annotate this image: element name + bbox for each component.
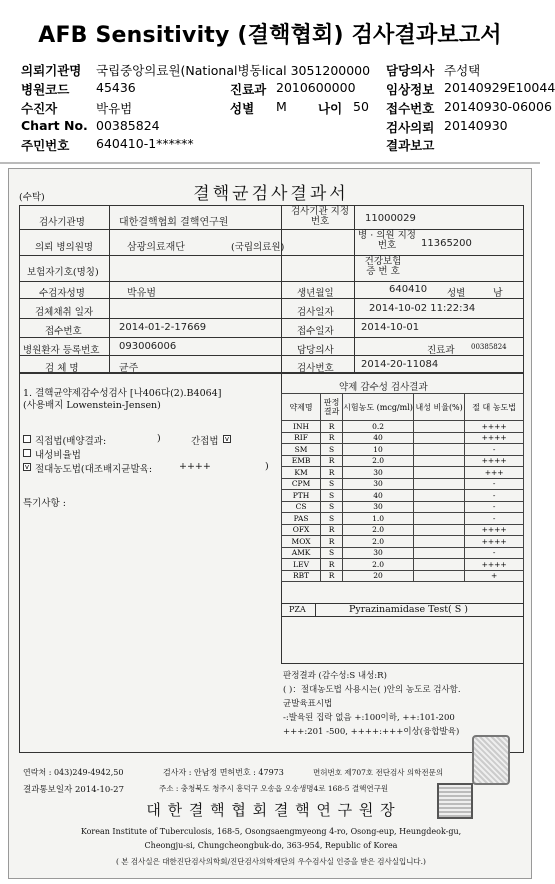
- inst-value: 대한결핵협회 결핵연구원: [119, 217, 229, 228]
- dob-label: 생년월일: [297, 288, 334, 299]
- antibiogram-cell: [413, 478, 464, 490]
- antibiogram-cell: -: [465, 513, 524, 525]
- patient-label: 수검자성명: [39, 288, 85, 299]
- antibiogram-cell: 20: [343, 570, 414, 582]
- antibiogram-cell: MOX: [282, 536, 321, 548]
- antibiogram-cell: R: [321, 524, 343, 536]
- label-age: 나이: [318, 101, 343, 116]
- antibiogram-cell: +++: [465, 467, 524, 479]
- pza-value: Pyrazinamidase Test( S ): [349, 604, 468, 615]
- antibiogram-cell: 0.2: [343, 421, 414, 433]
- inst-no-label: 검사기관 지정번호: [290, 206, 350, 227]
- header-separator: [0, 162, 540, 164]
- dept-label: 진료과: [427, 345, 455, 356]
- antibiogram-cell: S: [321, 501, 343, 513]
- antibiogram-cell: ++++: [465, 536, 524, 548]
- antibiogram-header-4: 절 대 농도법: [465, 394, 524, 421]
- sex-value: 남: [493, 288, 503, 299]
- direct-method-close: ): [157, 433, 161, 444]
- indirect-method-checkbox: v: [224, 435, 230, 443]
- reg-no-value: 093006006: [119, 341, 177, 352]
- antibiogram-cell: 10: [343, 444, 414, 456]
- antibiogram-cell: [413, 432, 464, 444]
- antibiogram-row: [282, 547, 524, 559]
- collection-date-label: 검체채취 일자: [35, 307, 94, 318]
- antibiogram-cell: CS: [282, 501, 321, 513]
- antibiogram-row: [282, 455, 524, 467]
- legend-line-4: -:발육된 집락 없음 +:100이하, ++:101-200: [283, 713, 455, 723]
- antibiogram-row: [282, 559, 524, 571]
- legend-line-1: 판정결과 (감수성:S 내성:R): [283, 671, 387, 681]
- antibiogram-cell: OFX: [282, 524, 321, 536]
- value-accession: 20140930-06006: [444, 99, 552, 114]
- antibiogram-cell: S: [321, 547, 343, 559]
- label-sex: 성별: [230, 101, 255, 116]
- antibiogram-cell: -: [465, 478, 524, 490]
- antibiogram-cell: ++++: [465, 559, 524, 571]
- antibiogram-cell: +: [465, 570, 524, 582]
- pza-label: PZA: [289, 605, 306, 614]
- sex-label: 성별: [447, 288, 466, 299]
- certification-seal-icon: [472, 735, 510, 785]
- antibiogram-cell: 30: [343, 501, 414, 513]
- antibiogram-cell: [413, 501, 464, 513]
- antibiogram-cell: R: [321, 559, 343, 571]
- receipt-no-label: 접수번호: [45, 326, 82, 337]
- antibiogram-row: [282, 490, 524, 502]
- antibiogram-cell: -: [465, 490, 524, 502]
- antibiogram-header-2: 시험농도 (mcg/ml): [343, 394, 414, 421]
- antibiogram-cell: PTH: [282, 490, 321, 502]
- antibiogram-cell: [413, 559, 464, 571]
- receipt-no-value: 2014-01-2-17669: [119, 322, 207, 333]
- footer-tel: 연락처 : 043)249-4942,50: [23, 768, 124, 777]
- value-physician: 주성택: [444, 63, 481, 78]
- antibiogram-title: 약제 감수성 검사결과: [339, 382, 428, 393]
- inst-label: 검사기관명: [39, 217, 85, 228]
- insurer-label: 보험자기호(명칭): [27, 267, 99, 278]
- hosp-value: 삼광의료재단: [127, 242, 185, 253]
- label-requesting-institution: 의뢰기관명: [21, 63, 82, 78]
- value-sex: M: [276, 99, 287, 114]
- label-request-date: 검사의뢰: [386, 120, 435, 135]
- value-requesting-institution: 국립중앙의료원(National병동lical 3051200000: [96, 63, 371, 78]
- antibiogram-row: [282, 524, 524, 536]
- report-header: [0, 0, 555, 162]
- antibiogram-row: [282, 432, 524, 444]
- scanned-report: [8, 168, 532, 879]
- antibiogram-cell: R: [321, 536, 343, 548]
- antibiogram-cell: 40: [343, 432, 414, 444]
- antibiogram-cell: -: [465, 501, 524, 513]
- antibiogram-cell: [413, 513, 464, 525]
- label-accession: 접수번호: [386, 101, 435, 116]
- antibiogram-header-0: 약제명: [282, 394, 321, 421]
- antibiogram-row: [282, 467, 524, 479]
- patient-value: 박유범: [127, 288, 156, 299]
- receipt-label: (수탁): [19, 192, 45, 203]
- test-no-value: 2014-20-11084: [361, 359, 439, 370]
- antibiogram-cell: R: [321, 570, 343, 582]
- specimen-label: 검 체 명: [45, 363, 79, 374]
- antibiogram-row: [282, 421, 524, 433]
- antibiogram-cell: [413, 524, 464, 536]
- antibiogram-cell: 30: [343, 478, 414, 490]
- label-physician: 담당의사: [386, 63, 435, 78]
- value-chart-no: 00385824: [96, 118, 160, 133]
- antibiogram-cell: [413, 421, 464, 433]
- value-request-date: 20140930: [444, 118, 508, 133]
- receipt-date-value: 2014-10-01: [361, 322, 420, 333]
- antibiogram-cell: -: [465, 547, 524, 559]
- antibiogram-cell: ++++: [465, 455, 524, 467]
- dob-value: 640410: [389, 284, 428, 295]
- antibiogram-cell: INH: [282, 421, 321, 433]
- antibiogram-cell: 2.0: [343, 559, 414, 571]
- insurance-no-label: 건강보험 증 번 호: [364, 256, 402, 277]
- hosp-sub: (국립의료원): [231, 242, 285, 253]
- report-title: AFB Sensitivity (결핵협회) 검사결과보고서: [38, 23, 502, 48]
- absolute-method-close: ): [265, 461, 269, 472]
- footer-notice: ( 본 검사실은 대한진단검사의학회/진단검사의학재단의 우수검사실 인증을 받은 검사실입니다.): [115, 857, 426, 866]
- antibiogram-cell: CPM: [282, 478, 321, 490]
- antibiogram-cell: 30: [343, 467, 414, 479]
- antibiogram-cell: ++++: [465, 524, 524, 536]
- label-hospital-code: 병원코드: [21, 82, 70, 97]
- antibiogram-cell: R: [321, 432, 343, 444]
- inst-no-value: 11000029: [365, 213, 416, 224]
- antibiogram-cell: [413, 455, 464, 467]
- antibiogram-row: [282, 536, 524, 548]
- antibiogram-row: [282, 570, 524, 582]
- label-report: 결과보고: [386, 138, 435, 153]
- footer-organization: 대 한 결 핵 협 회 결 핵 연 구 원 장: [146, 801, 396, 819]
- legend-line-2: ( )：절대농도법 사용시는( )안의 농도로 검사함.: [283, 685, 461, 695]
- label-clinical-info: 임상정보: [386, 82, 435, 97]
- antibiogram-cell: [413, 467, 464, 479]
- label-patient: 수진자: [21, 101, 58, 116]
- antibiogram-cell: 2.0: [343, 524, 414, 536]
- absolute-method-value: ++++: [179, 461, 211, 472]
- ratio-method-label: 내성비율법: [35, 450, 81, 461]
- absolute-method-label: 절대농도법(대조배지균발육:: [35, 464, 153, 475]
- antibiogram-row: [282, 513, 524, 525]
- antibiogram-cell: 30: [343, 547, 414, 559]
- antibiogram-cell: RIF: [282, 432, 321, 444]
- footer-address-en-1: Korean Institute of Tuberculosis, 168-5, Osongsaengmyeong 4-ro, Osong-eup, Heungdeok-gu,: [80, 827, 462, 836]
- antibiogram-cell: R: [321, 421, 343, 433]
- antibiogram-cell: PAS: [282, 513, 321, 525]
- antibiogram-row: [282, 478, 524, 490]
- antibiogram-cell: S: [321, 490, 343, 502]
- hosp-no-value: 11365200: [421, 238, 472, 249]
- antibiogram-cell: 40: [343, 490, 414, 502]
- antibiogram-cell: ++++: [465, 421, 524, 433]
- label-chart-no: Chart No.: [21, 118, 88, 133]
- indirect-method-label: 간접법: [191, 436, 219, 447]
- value-hospital-code: 45436: [96, 80, 136, 95]
- method-line: 1. 결핵균약제감수성검사 [나406다(2).B4064]: [23, 388, 222, 399]
- antibiogram-header-1: 판정 결과: [321, 394, 343, 421]
- antibiogram-cell: [413, 490, 464, 502]
- reg-no-label: 병원환자 등록번호: [23, 345, 100, 356]
- antibiogram-cell: LEV: [282, 559, 321, 571]
- legend-line-5: +++:201 -500, ++++:+++이상(융합발육): [283, 727, 460, 737]
- antibiogram-cell: R: [321, 455, 343, 467]
- antibiogram-row: [282, 444, 524, 456]
- label-resident-no: 주민번호: [21, 138, 70, 153]
- direct-method-checkbox: [23, 435, 31, 443]
- specimen-value: 균주: [119, 363, 139, 374]
- antibiogram-cell: 2.0: [343, 536, 414, 548]
- doctor-label: 담당의사: [297, 345, 334, 356]
- value-department: 2010600000: [276, 80, 356, 95]
- antibiogram-cell: EMB: [282, 455, 321, 467]
- value-patient: 박유범: [96, 101, 133, 116]
- test-no-label: 검사번호: [297, 363, 334, 374]
- receipt-date-label: 접수일자: [297, 326, 334, 337]
- scan-title: 결핵균검사결과서: [193, 184, 349, 204]
- antibiogram-cell: SM: [282, 444, 321, 456]
- antibiogram-row: [282, 501, 524, 513]
- footer-reporter: 검사자 : 안남정 면허번호 : 47973: [163, 768, 284, 777]
- value-age: 50: [353, 99, 369, 114]
- test-date-label: 검사일자: [297, 307, 334, 318]
- legend-line-3: 균발육표시법: [283, 699, 333, 709]
- antibiogram-cell: 2.0: [343, 455, 414, 467]
- value-resident-no: 640410-1******: [96, 136, 194, 151]
- antibiogram-cell: [413, 547, 464, 559]
- antibiogram-cell: [413, 536, 464, 548]
- antibiogram-cell: S: [321, 444, 343, 456]
- direct-method-label: 직접법(배양결과:: [35, 436, 107, 447]
- footer-date: 결과통보일자 2014-10-27: [23, 785, 124, 795]
- label-department: 진료과: [230, 82, 267, 97]
- antibiogram-cell: 1.0: [343, 513, 414, 525]
- hosp-no-label: 병 · 의원 지정번호: [358, 230, 416, 251]
- antibiogram-cell: KM: [282, 467, 321, 479]
- official-stamp-icon: [437, 783, 473, 819]
- antibiogram-cell: AMK: [282, 547, 321, 559]
- antibiogram-cell: R: [321, 467, 343, 479]
- antibiogram-cell: -: [465, 444, 524, 456]
- dept-value: 00385824: [471, 343, 507, 351]
- ratio-method-checkbox: [23, 449, 31, 457]
- antibiogram-cell: S: [321, 478, 343, 490]
- antibiogram-table: [281, 393, 524, 582]
- absolute-method-checkbox: v: [24, 463, 30, 471]
- footer-license: 면허번호 제707호 전단검사 의학전문의: [313, 768, 444, 777]
- footer-address-kr: 주소 : 충청북도 청주시 흥덕구 오송읍 오송생명4로 168-5 결핵연구원: [159, 784, 389, 793]
- footer-address-en-2: Cheongju-si, Chungcheongbuk-do, 363-954, Republic of Korea: [144, 841, 398, 850]
- antibiogram-cell: RBT: [282, 570, 321, 582]
- test-date-value: 2014-10-02 11:22:34: [369, 303, 476, 314]
- antibiogram-cell: [413, 444, 464, 456]
- antibiogram-cell: S: [321, 513, 343, 525]
- remarks-label: 특기사항 :: [23, 498, 66, 509]
- value-clinical-info: 20140929E10044: [444, 80, 555, 95]
- hosp-label: 의뢰 병의원명: [35, 242, 94, 253]
- antibiogram-header-3: 내성 비율(%): [413, 394, 464, 421]
- medium-line: (사용배지 Lowenstein-Jensen): [23, 400, 161, 411]
- antibiogram-cell: [413, 570, 464, 582]
- antibiogram-cell: ++++: [465, 432, 524, 444]
